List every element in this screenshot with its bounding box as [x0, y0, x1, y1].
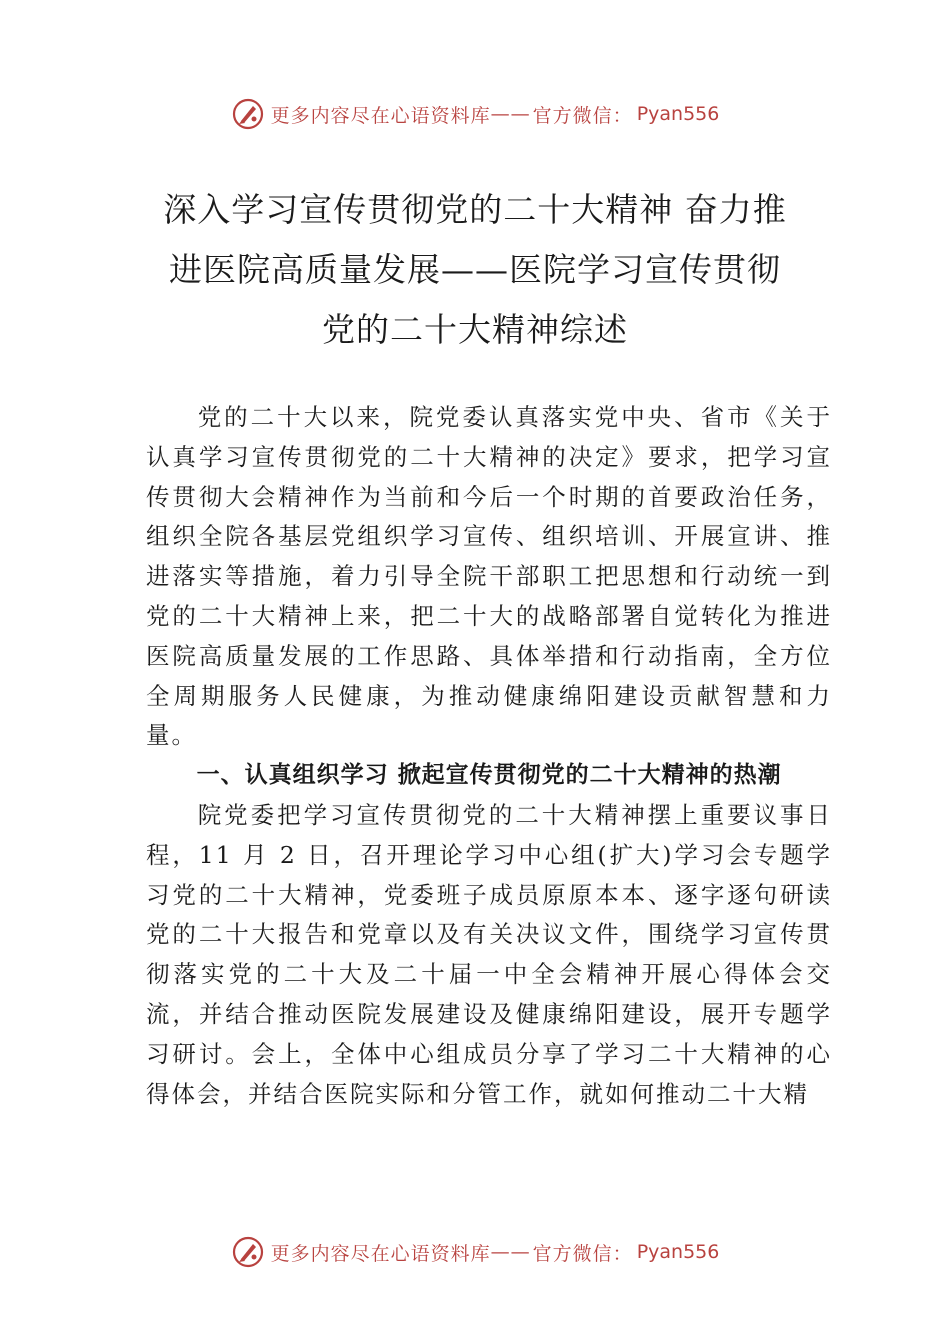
- watermark-text: 更多内容尽在心语资料库: [270, 1242, 491, 1265]
- intro-paragraph: 党的二十大以来，院党委认真落实党中央、省市《关于认真学习宣传贯彻党的二十大精神的决定》要求，把学习宣传贯彻大会精神作为当前和今后一个时期的首要政治任务， 组织全院各基层党组织学习宣传、组织培训、开展宣讲、推进落实等措施，着力引导全院干部职工把思想和行动统一到 党的二十大精神上来，把二十大的战略部署自觉转化为推进 医院高质量发展的工作思路、具体举措和行动指南，全方位 全周期服务人民健康，为推动健康绵阳建设贡献智慧和力量。: [146, 403, 832, 750]
- title-line: 党的二十大精神综述: [322, 310, 628, 349]
- watermark-text: 更多内容尽在心语资料库: [270, 104, 491, 127]
- title-line: 深入学习宣传贯彻党的二十大精神 奋力推: [163, 190, 787, 229]
- watermark-wechat-label: 官方微信：: [532, 104, 633, 127]
- watermark-wechat-label: 官方微信：: [532, 1242, 633, 1265]
- document-title: [120, 180, 830, 360]
- watermark-banner-top: [0, 92, 950, 136]
- section-heading: 一、认真组织学习 掀起宣传贯彻党的二十大精神的热潮: [196, 762, 782, 789]
- pen-nib-logo-icon: [231, 97, 265, 131]
- watermark-wechat-id: Pyan556: [636, 1241, 720, 1263]
- document-body: [146, 398, 832, 1114]
- watermark-wechat-id: Pyan556: [636, 103, 720, 125]
- pen-nib-logo-icon: [231, 1235, 265, 1269]
- watermark-dash: ——: [490, 1241, 531, 1263]
- section-paragraph: 院党委把学习宣传贯彻党的二十大精神摆上重要议事日程，11 月 2 日，召开理论学习中心组(扩大)学习会专题学习党的二十大精神，党委班子成员原原本本、逐字逐句研读党的二十大报告和党章以及有关决议文件，围绕学习宣传贯彻落实党的二十大及二十届一中全会精神开展心得体会交流，并结合推动医院发展建设及健康绵阳建设，展开专题学习研讨。会上，全体中心组成员分享了学习二十大精神的心得体会，并结合医院实际和分管工作，就如何推动二十大精: [146, 800, 832, 1108]
- watermark-banner-bottom: [0, 1230, 950, 1274]
- title-line: 进医院高质量发展——医院学习宣传贯彻: [169, 250, 781, 289]
- watermark-dash: ——: [490, 103, 531, 125]
